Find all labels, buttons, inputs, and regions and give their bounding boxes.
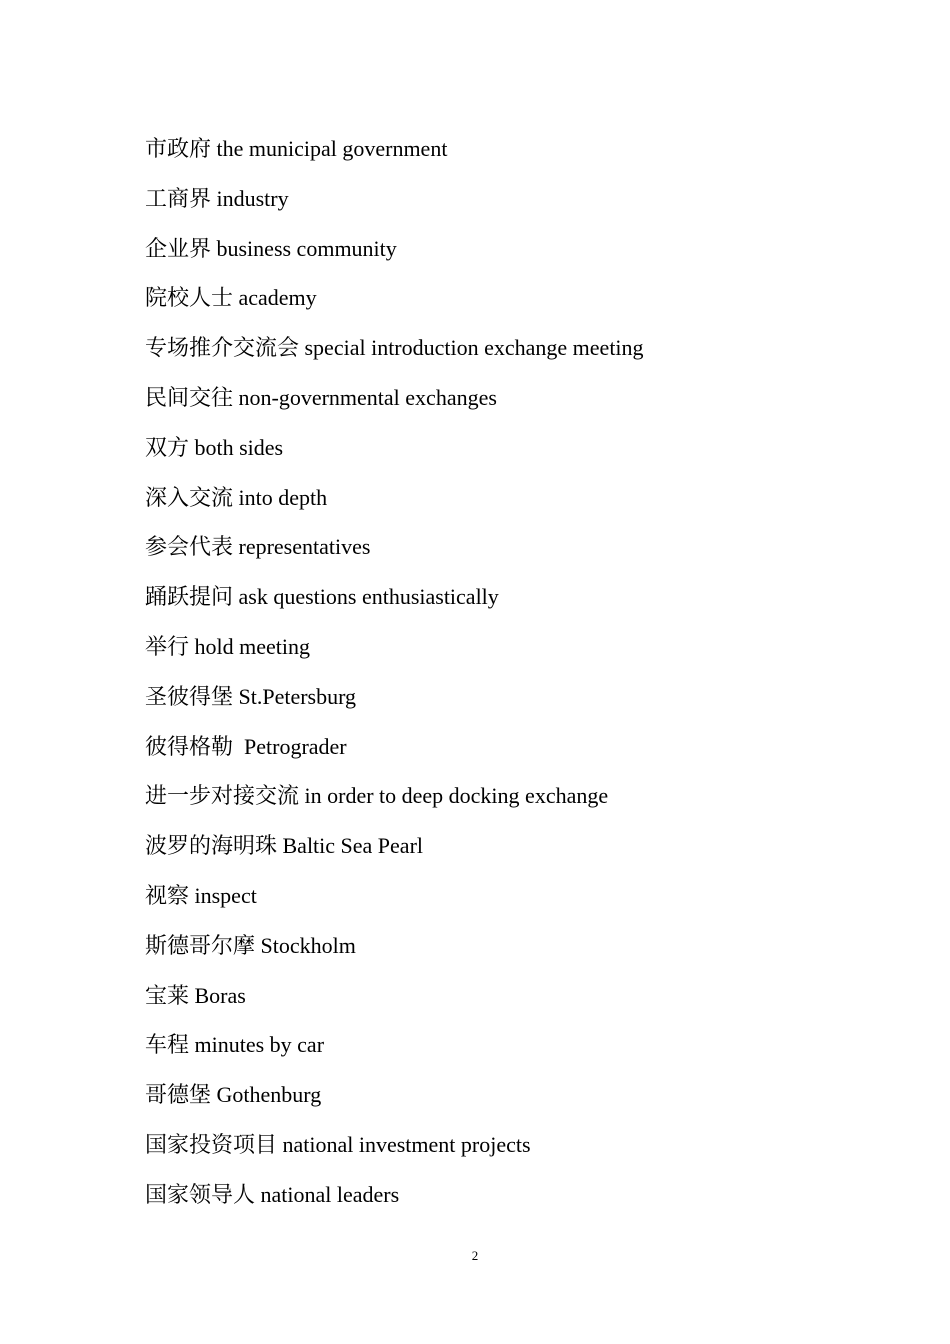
glossary-entry: 院校人士 academy bbox=[145, 285, 317, 311]
glossary-entry: 双方 both sides bbox=[145, 434, 284, 460]
glossary-entry: 工商界 industry bbox=[145, 185, 289, 211]
glossary-entry: 专场推介交流会 special introduction exchange meeting bbox=[145, 335, 644, 361]
page-number: 2 bbox=[471, 1248, 479, 1263]
glossary-entry: 国家领导人 national leaders bbox=[145, 1181, 400, 1207]
glossary-list bbox=[145, 130, 644, 1226]
glossary-entry: 宝莱 Boras bbox=[145, 982, 246, 1008]
glossary-entry: 国家投资项目 national investment projects bbox=[145, 1131, 531, 1157]
glossary-entry: 视察 inspect bbox=[145, 882, 257, 908]
glossary-entry: 彼得格勒 Petrograder bbox=[145, 733, 347, 759]
glossary-entry: 企业界 business community bbox=[145, 235, 397, 261]
glossary-entry: 圣彼得堡 St.Petersburg bbox=[145, 683, 357, 709]
glossary-entry: 深入交流 into depth bbox=[145, 484, 328, 510]
glossary-entry: 民间交往 non-governmental exchanges bbox=[145, 384, 497, 410]
glossary-entry: 哥德堡 Gothenburg bbox=[145, 1082, 322, 1108]
glossary-entry: 波罗的海明珠 Baltic Sea Pearl bbox=[145, 833, 424, 859]
glossary-entry: 市政府 the municipal government bbox=[145, 136, 448, 161]
glossary-entry: 斯德哥尔摩 Stockholm bbox=[145, 932, 356, 958]
glossary-entry: 踊跃提问 ask questions enthusiastically bbox=[145, 584, 499, 610]
glossary-entry: 参会代表 representatives bbox=[145, 534, 371, 560]
glossary-entry: 车程 minutes by car bbox=[145, 1032, 325, 1058]
glossary-entry: 举行 hold meeting bbox=[145, 633, 310, 659]
glossary-entry: 进一步对接交流 in order to deep docking exchange bbox=[145, 783, 609, 809]
